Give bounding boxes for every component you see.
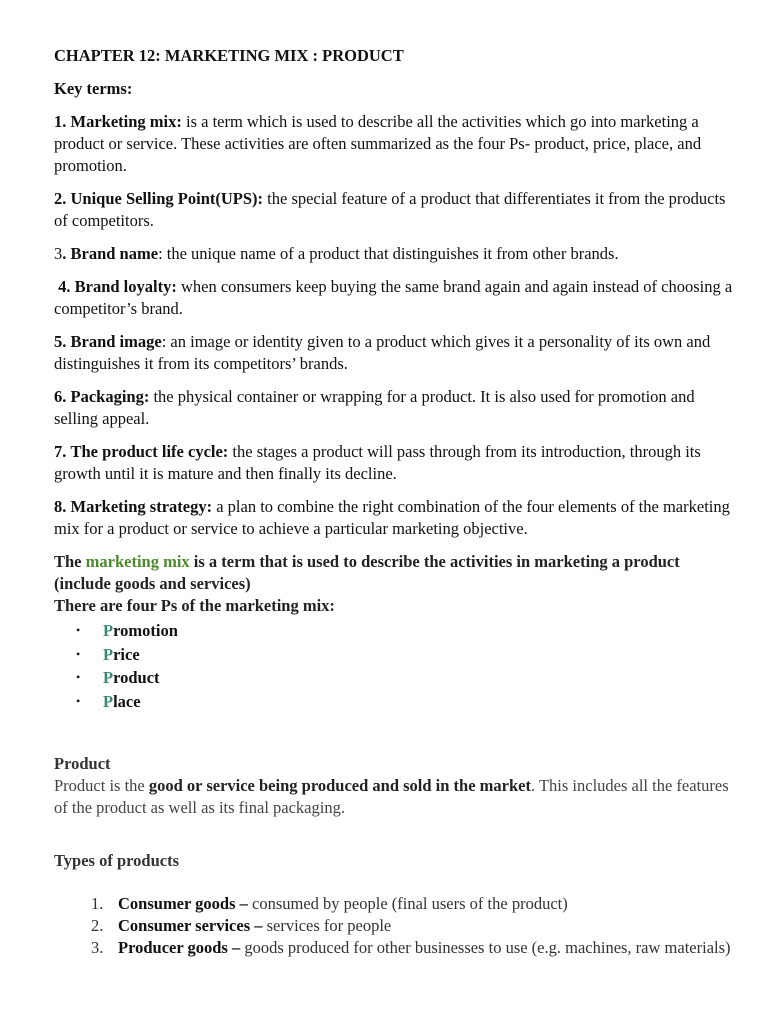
mm-rest: is a term that is used to describe the activities in marketing a product (include goods and services) bbox=[54, 552, 680, 593]
term-number: 1. bbox=[54, 112, 67, 131]
p-initial: P bbox=[103, 621, 114, 640]
term-definition: is a term which is used to describe all the activities which go into marketing a product or service. These activities are often summarized as the four Ps- product, price, place, and promotion. bbox=[54, 112, 702, 175]
four-ps-intro: There are four Ps of the marketing mix: bbox=[54, 596, 335, 615]
term-label: Packaging: bbox=[70, 387, 150, 406]
product-heading: Product bbox=[54, 754, 111, 773]
marketing-mix-highlight: marketing mix bbox=[85, 552, 190, 571]
term-label: Marketing strategy: bbox=[70, 497, 213, 516]
term-definition: : an image or identity given to a product which gives it a personality of its own and distinguishes it from its competitors’ brands. bbox=[54, 332, 711, 373]
chapter-title: CHAPTER 12: MARKETING MIX : PRODUCT bbox=[54, 46, 404, 65]
term-label: Marketing mix: bbox=[70, 112, 182, 131]
term-number: 3 bbox=[54, 244, 63, 263]
product-text-before: Product is the bbox=[54, 776, 149, 795]
product-paragraph bbox=[54, 775, 734, 819]
list-item bbox=[76, 643, 734, 667]
type-text: services for people bbox=[262, 916, 392, 935]
key-term bbox=[54, 441, 734, 485]
type-text: goods produced for other businesses to use (e.g. machines, raw materials) bbox=[240, 938, 731, 957]
marketing-mix-description bbox=[54, 551, 734, 595]
key-term bbox=[54, 331, 734, 375]
bullet-icon: • bbox=[76, 693, 81, 708]
key-term bbox=[54, 111, 734, 177]
product-text-bold: good or service being produced and sold in the market bbox=[148, 776, 531, 795]
term-number: 2. bbox=[54, 189, 67, 208]
term-number: 8. bbox=[54, 497, 67, 516]
term-label: The product life cycle: bbox=[70, 442, 229, 461]
p-initial: P bbox=[103, 644, 114, 664]
bullet-icon: • bbox=[76, 646, 81, 661]
term-label: Brand loyalty: bbox=[74, 277, 177, 296]
key-term bbox=[54, 243, 734, 265]
types-list bbox=[54, 893, 734, 959]
p-rest: romotion bbox=[113, 621, 178, 640]
p-rest: rice bbox=[113, 644, 140, 664]
p-rest: lace bbox=[113, 691, 141, 711]
term-definition: the physical container or wrapping for a product. It is also used for promotion and selling appeal. bbox=[54, 387, 695, 428]
item-number: 2. bbox=[91, 916, 104, 935]
term-number: 6. bbox=[54, 387, 67, 406]
term-label: Brand image bbox=[70, 332, 162, 351]
term-definition: a plan to combine the right combination of the four elements of the marketing mix for a product or service to achieve a particular marketing objective. bbox=[54, 497, 730, 538]
type-text: consumed by people (final users of the product) bbox=[247, 894, 568, 913]
list-item bbox=[76, 619, 734, 643]
bullet-icon: • bbox=[76, 670, 81, 684]
type-label: Consumer services – bbox=[118, 916, 263, 935]
p-initial: P bbox=[103, 691, 114, 711]
key-term bbox=[54, 276, 734, 320]
term-number: 7. bbox=[54, 442, 67, 461]
document-page bbox=[54, 45, 734, 959]
p-initial: P bbox=[103, 668, 114, 687]
list-item bbox=[91, 915, 734, 937]
list-item bbox=[76, 690, 734, 714]
key-terms-heading: Key terms: bbox=[54, 79, 133, 98]
types-heading: Types of products bbox=[54, 851, 179, 870]
list-item bbox=[76, 666, 734, 690]
type-label: Consumer goods – bbox=[118, 894, 248, 913]
term-definition: when consumers keep buying the same brand again and again instead of choosing a competitor’s brand. bbox=[54, 277, 733, 318]
item-number: 3. bbox=[91, 938, 104, 957]
key-term bbox=[54, 386, 734, 430]
p-rest: roduct bbox=[113, 668, 160, 687]
term-definition: the special feature of a product that differentiates it from the products of competitors. bbox=[54, 189, 726, 230]
term-label: . Brand name bbox=[62, 244, 159, 263]
term-label: Unique Selling Point(UPS): bbox=[70, 189, 264, 208]
type-label: Producer goods – bbox=[118, 938, 241, 957]
term-number: 4. bbox=[54, 277, 71, 296]
item-number: 1. bbox=[91, 894, 104, 913]
key-term bbox=[54, 496, 734, 540]
list-item bbox=[91, 893, 734, 915]
mm-lead: The bbox=[54, 552, 86, 571]
list-item bbox=[91, 937, 734, 959]
bullet-icon: • bbox=[76, 623, 81, 637]
term-number: 5. bbox=[54, 332, 67, 351]
product-text-after: . This includes all the features of the product as well as its final packaging. bbox=[54, 776, 729, 817]
term-definition: : the unique name of a product that distinguishes it from other brands. bbox=[158, 244, 619, 263]
key-term bbox=[54, 188, 734, 232]
four-ps-list bbox=[54, 619, 734, 713]
term-definition: the stages a product will pass through from its introduction, through its growth until it is mature and then finally its decline. bbox=[54, 442, 701, 483]
